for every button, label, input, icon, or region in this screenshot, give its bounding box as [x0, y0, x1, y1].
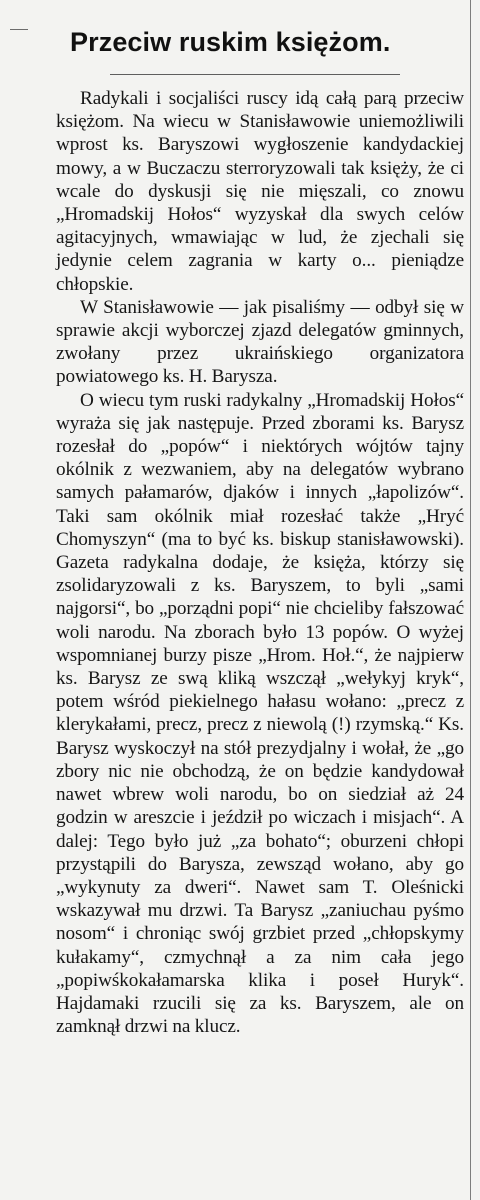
- title-divider: [110, 74, 400, 75]
- margin-mark: [10, 29, 28, 30]
- article-paragraph-2: W Stanisławowie — jak pisaliśmy — odbył się w sprawie akcji wyborczej zjazd delegatów gminnych, zwołany przez ukraińskiego organizatora powiatowego ks. H. Barysza.: [56, 296, 464, 388]
- article-paragraph-1: Radykali i socjaliści ruscy idą całą parą przeciw księżom. Na wiecu w Stanisławowie uniemożliwili wprost ks. Baryszowi wygłoszenie kandydackiej mowy, a w Buczaczu sterroryzowali tak księży, że ci wcale do dyskusji się nie mięszali, co znowu „Hromadskij Hołos“ wyzyskał dla swych celów agitacyjnych, wmawiając w lud, że zjechali się jedynie celem zagrania w karty o... pieniądze chłopskie.: [56, 88, 464, 295]
- article-column: [56, 22, 464, 1038]
- column-rule: [470, 0, 471, 1200]
- article-title: Przeciw ruskim księżom.: [70, 27, 391, 57]
- article-paragraph-3: O wiecu tym ruski radykalny „Hromadskij Hołos“ wyraża się jak następuje. Przed zborami ks. Barysz rozesłał do „popów“ i niektórych wójtów tajny okólnik z wezwaniem, aby na delegatów wybrano samych pałamarów, djaków i innych „łapolizów“. Taki sam okólnik miał rozesłać także „Hryć Chomyszyn“ (ma to być ks. biskup stanisławowski). Gazeta radykalna dodaje, że księża, którzy się zsolidaryzowali z ks. Baryszem, to byli „sami najgorsi“, bo „porządni popi“ nie chcieliby fałszować woli narodu. Na zborach było 13 popów. O wyżej wspomnianej burzy pisze „Hrom. Hoł.“, że najpierw ks. Barysz ze swą kliką wszczął „wełykyj kryk“, potem wśród piekielnego hałasu wołano: „precz z klerykałami, precz, precz z niewolą (!) rzymską.“ Ks. Barysz wyskoczył na stół prezydjalny i wołał, że „go zbory nic nie obchodzą, że on będzie kandydował nawet wbrew woli narodu, bo on siedział aż 24 godzin w areszcie i jeździł po wiczach i misjach“. A dalej: Tego było już „za bohato“; oburzeni chłopi przystąpili do Barysza, zewsząd wołano, aby go „wykynuty za dweri“. Nawet sam T. Oleśnicki wskazywał mu drzwi. Ta Barysz „zaniuchau pyśmo nosom“ i chroniąc swój grzbiet przed „chłopskymy kułakamy“, czmychnął a za nim cała jego „popiwśkokałamarska klika i poseł Huryk“. Hajdamaki rzucili się za ks. Baryszem, ale on zamknął drzwi na klucz.: [56, 389, 464, 1038]
